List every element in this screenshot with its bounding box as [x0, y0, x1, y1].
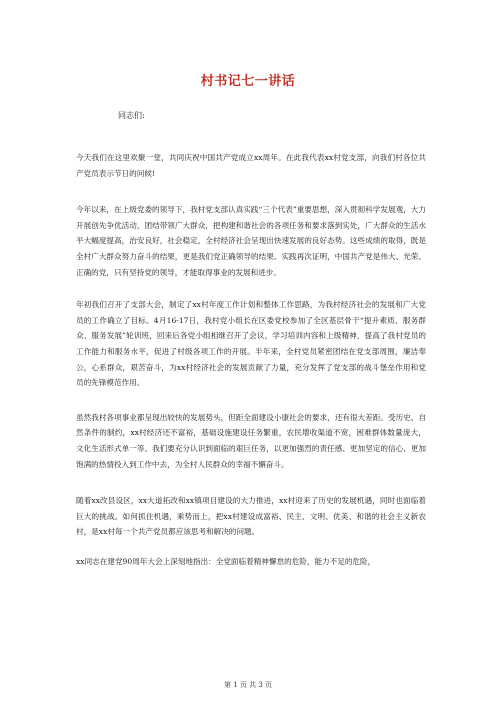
paragraph-5: 随着xx改县设区，xx大道拓改和xx镇项目建设的大力推进，xx村迎来了历史的发展机遇，同时也面临着巨大的挑战。如何抓住机遇，乘势而上，把xx村建设成富裕、民主、文明、优美、和谐的社会主义新农村，是xx村每一个共产党员都应该思考和解决的问题。 — [76, 496, 426, 537]
document-body — [76, 150, 426, 581]
paragraph-4: 虽然我村各项事业都呈现出较快的发展势头，但距全面建设小康社会的要求，还有很大差距。受历史、自然条件的制约，xx村经济还不富裕，基础设施建设任务繁重，农民增收渠道不宽，困难群体数量庞大，文化生活形式单一等。我们要充分认识到面临的艰巨任务，以更加强烈的责任感、更加坚定的信心、更加饱满的热情投入到工作中去，为全村人民群众的幸福不懈奋斗。 — [76, 412, 426, 469]
greeting: 同志们: — [118, 111, 145, 120]
paragraph-6: xx同志在建党90周年大会上深刻地指出：全党面临着精神懈怠的危险，能力不足的危险， — [76, 556, 376, 566]
paragraph-3: 年初我们召开了支部大会，制定了xx村年度工作计划和整体工作思路，为我村经济社会的发展和广大党员的工作确立了目标。4月16-17日，我村党小组长在区委党校参加了全区基层骨干“提升素质、服务群众、服务发展”轮训班，回来后各党小组相继召开了会议，学习培训内容和上级精神，提高了我村党员的工作能力和服务水平，促进了村级各项工作的开展。半年来，全村党员紧密团结在党支部周围，廉洁奉公，心系群众，艰苦奋斗，为xx村经济社会的发展贡献了力量，充分发挥了党支部的战斗堡垒作用和党员的先锋模范作用。 — [76, 300, 426, 388]
document-title: 村书记七一讲话 — [200, 74, 296, 89]
paragraph-2: 今年以来，在上级党委的领导下，我村党支部认真实践“三个代表”重要思想，深入贯彻科学发展观，大力开展创先争优活动，团结带领广大群众，把构建和谐社会的各项任务和要求落到实处，广大群众的生活水平大幅度提高，治安良好，社会稳定，全村经济社会呈现出快速发展的良好态势。这些成绩的取得，既是全村广大群众努力奋斗的结果，更是我们党正确领导的结果。实践再次证明，中国共产党是伟大、光荣、正确的党，只有坚持党的领导，才能取得事业的发展和进步。 — [76, 205, 426, 277]
page-footer: 第 1 页 共 3 页 — [223, 681, 273, 689]
paragraph-1: 今天我们在这里欢聚一堂，共同庆祝中国共产党成立xx周年。在此我代表xx村党支部，向我们村各位共产党员表示节日的问候! — [76, 153, 426, 178]
